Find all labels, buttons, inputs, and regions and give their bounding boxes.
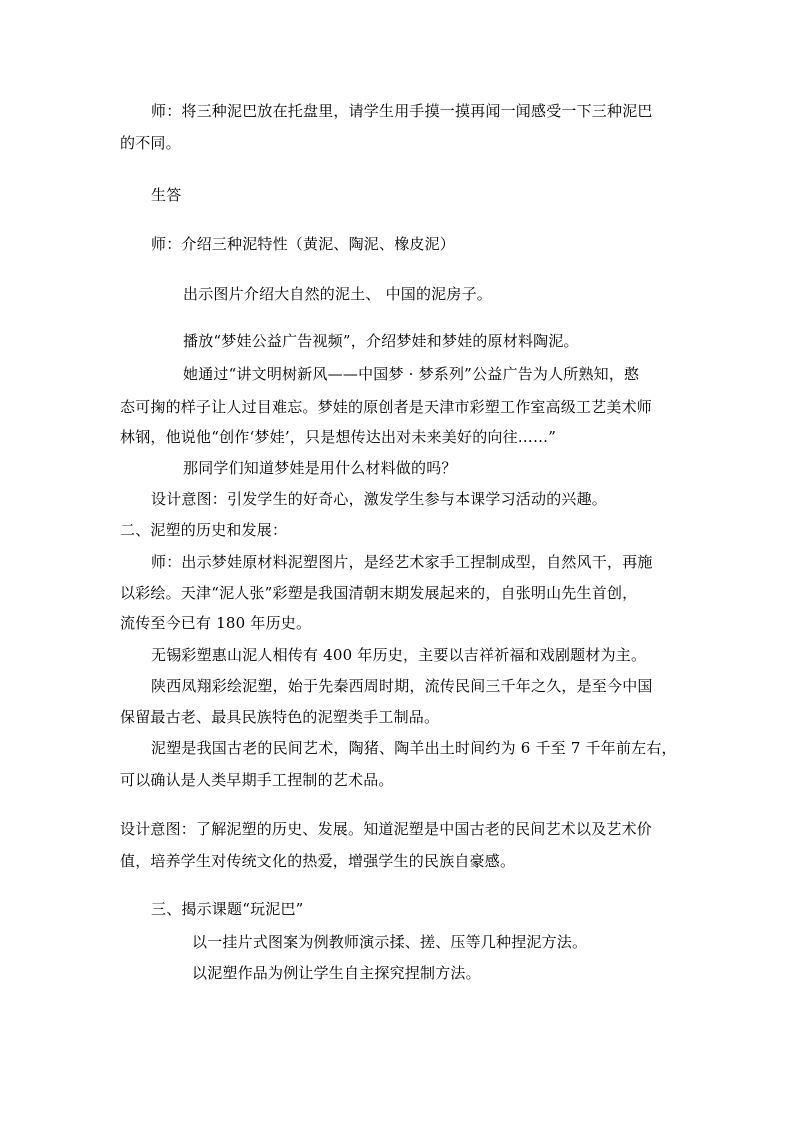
paragraph-line: 播放“梦娃公益广告视频”，介绍梦娃和梦娃的原材料陶泥。 — [183, 332, 579, 350]
paragraph-line: 设计意图：引发学生的好奇心，激发学生参与本课学习活动的兴趣。 — [151, 490, 608, 508]
paragraph-line: 无锡彩塑惠山泥人相传有 400 年历史，主要以吉祥祈福和戏剧题材为主。 — [151, 646, 647, 664]
paragraph-line: 那同学们知道梦娃是用什么材料做的吗？ — [183, 459, 457, 477]
paragraph-line: 保留最古老、最具民族特色的泥塑类手工制品。 — [120, 708, 440, 726]
paragraph-line: 出示图片介绍大自然的泥土、 中国的泥房子。 — [183, 285, 492, 303]
paragraph-line: 泥塑是我国古老的民间艺术，陶猪、陶羊出土时间约为 6 千至 7 千年前左右， — [151, 739, 677, 757]
paragraph-line: 她通过“讲文明树新风——中国梦 · 梦系列”公益广告为人所熟知，憨 — [183, 365, 640, 383]
paragraph-line: 的不同。 — [120, 134, 181, 152]
paragraph-line: 以一挂片式图案为例教师演示揉、搓、压等几种捏泥方法。 — [192, 933, 588, 951]
paragraph-line: 可以确认是人类早期手工捏制的艺术品。 — [120, 771, 394, 789]
section-heading: 三、揭示课题“玩泥巴” — [151, 900, 304, 918]
paragraph-line: 设计意图：了解泥塑的历史、发展。知道泥塑是中国古老的民间艺术以及艺术价 — [120, 820, 653, 838]
paragraph-line: 值，培养学生对传统文化的热爱，增强学生的民族自豪感。 — [120, 852, 516, 870]
paragraph-line: 以泥塑作品为例让学生自主探究捏制方法。 — [192, 964, 481, 982]
paragraph-line: 师：出示梦娃原材料泥塑图片，是经艺术家手工捏制成型，自然风干，再施 — [151, 553, 653, 571]
paragraph-line: 师：将三种泥巴放在托盘里，请学生用手摸一摸再闻一闻感受一下三种泥巴 — [151, 102, 653, 120]
paragraph-line: 林钢，他说他“创作‘梦娃’，只是想传达出对未来美好的向往……” — [120, 428, 557, 446]
paragraph-line: 师：介绍三种泥特性（黄泥、陶泥、橡皮泥） — [151, 235, 456, 253]
paragraph-line: 态可掬的样子让人过目难忘。梦娃的原创者是天津市彩塑工作室高级工艺美术师 — [120, 398, 653, 416]
paragraph-line: 以彩绘。天津“泥人张”彩塑是我国清朝末期发展起来的，自张明山先生首创， — [120, 584, 638, 602]
section-heading: 二、泥塑的历史和发展： — [120, 521, 288, 539]
paragraph-line: 流传至今已有 180 年历史。 — [120, 614, 312, 632]
paragraph-line: 生答 — [151, 186, 182, 204]
paragraph-line: 陕西凤翔彩绘泥塑，始于先秦西周时期，流传民间三千年之久，是至今中国 — [151, 677, 653, 695]
